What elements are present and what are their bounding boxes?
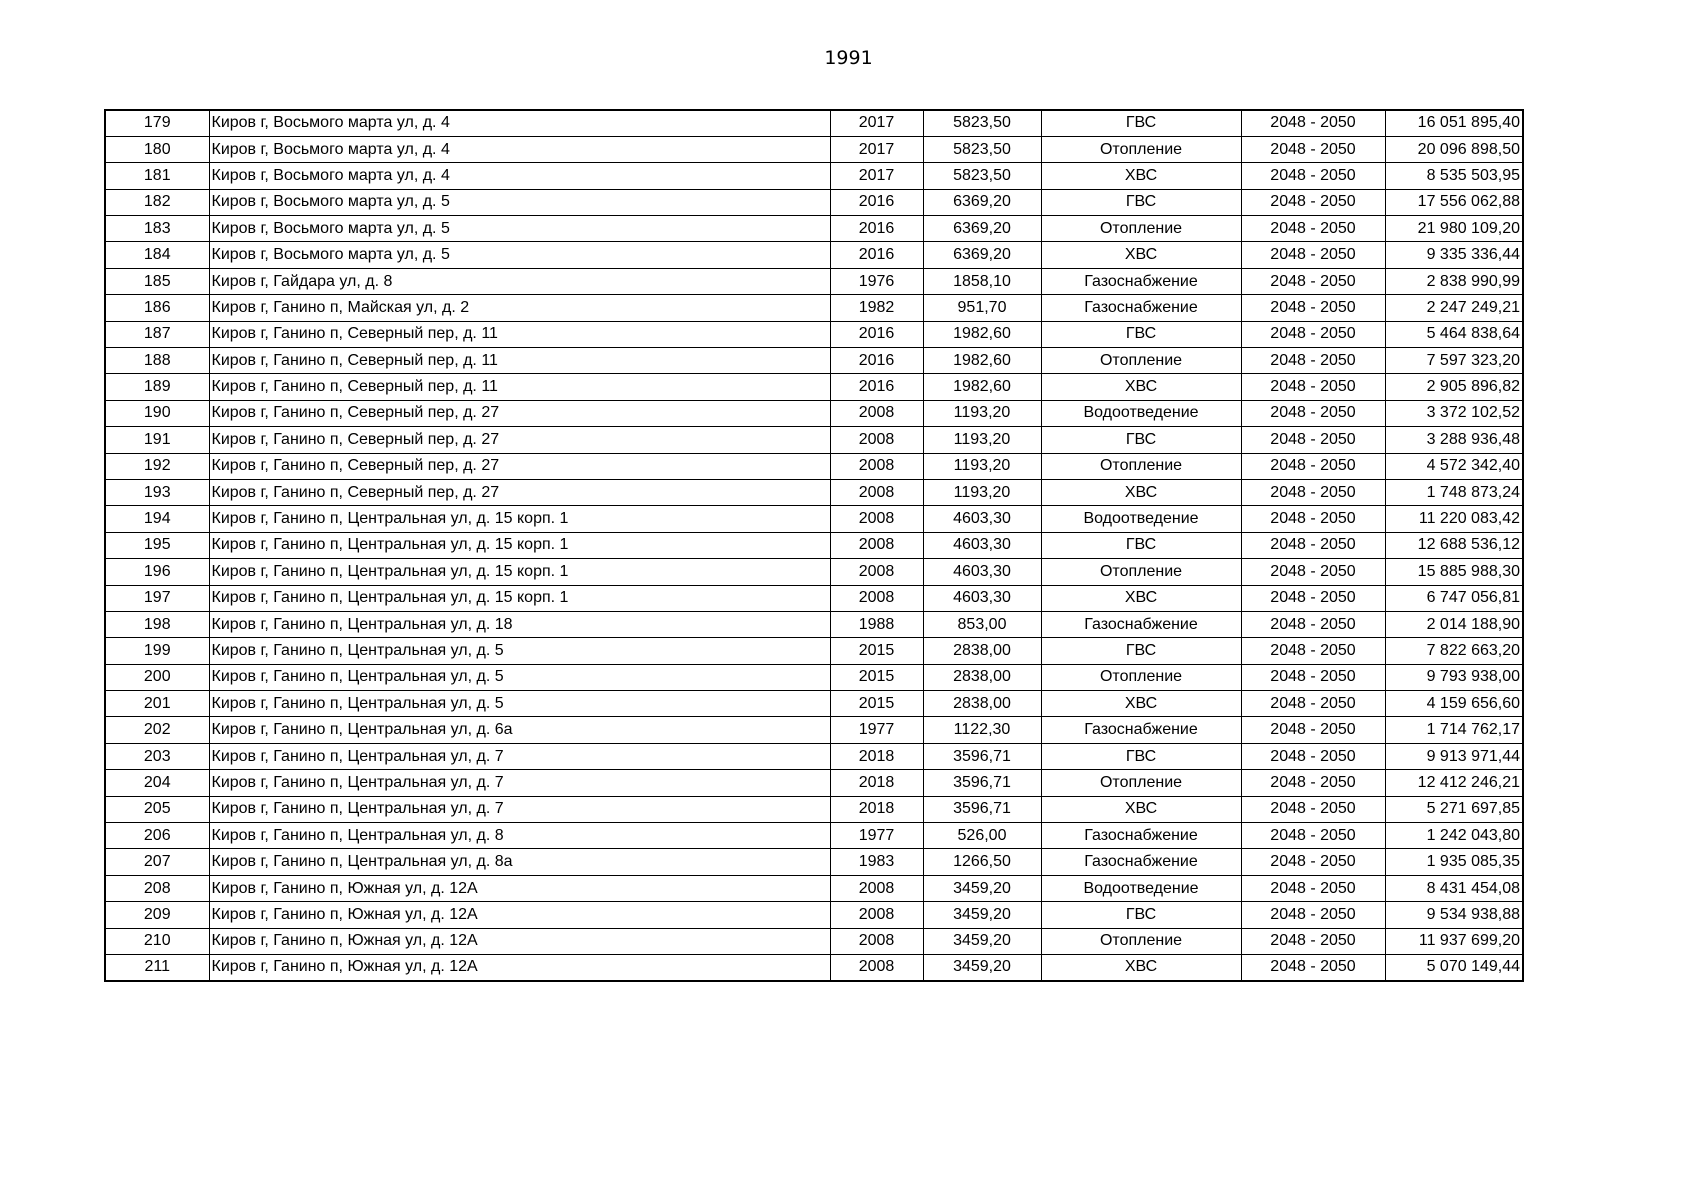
- table-row: [105, 110, 1523, 136]
- cost-cell: 1 748 873,24: [1385, 479, 1523, 505]
- area-cell: 2838,00: [923, 638, 1041, 664]
- row-number: 189: [105, 374, 209, 400]
- area-cell: 3459,20: [923, 902, 1041, 928]
- build-year-cell: 2008: [830, 928, 923, 954]
- service-type-cell: Водоотведение: [1041, 875, 1241, 901]
- cost-cell: 21 980 109,20: [1385, 216, 1523, 242]
- area-cell: 1982,60: [923, 321, 1041, 347]
- area-cell: 6369,20: [923, 189, 1041, 215]
- build-year-cell: 2018: [830, 743, 923, 769]
- cost-cell: 8 535 503,95: [1385, 163, 1523, 189]
- service-type-cell: ХВС: [1041, 374, 1241, 400]
- cost-cell: 9 534 938,88: [1385, 902, 1523, 928]
- service-type-cell: Отопление: [1041, 453, 1241, 479]
- cost-cell: 9 913 971,44: [1385, 743, 1523, 769]
- area-cell: 1193,20: [923, 453, 1041, 479]
- area-cell: 853,00: [923, 611, 1041, 637]
- address-cell: Киров г, Восьмого марта ул, д. 5: [209, 242, 830, 268]
- build-year-cell: 2017: [830, 110, 923, 136]
- repair-period-cell: 2048 - 2050: [1241, 479, 1385, 505]
- build-year-cell: 2008: [830, 532, 923, 558]
- area-cell: 3459,20: [923, 955, 1041, 981]
- build-year-cell: 2017: [830, 163, 923, 189]
- cost-cell: 1 242 043,80: [1385, 823, 1523, 849]
- area-cell: 3596,71: [923, 743, 1041, 769]
- row-number: 198: [105, 611, 209, 637]
- table-row: [105, 796, 1523, 822]
- service-type-cell: Газоснабжение: [1041, 611, 1241, 637]
- build-year-cell: 2015: [830, 691, 923, 717]
- row-number: 186: [105, 295, 209, 321]
- area-cell: 4603,30: [923, 585, 1041, 611]
- service-type-cell: ГВС: [1041, 532, 1241, 558]
- table-row: [105, 770, 1523, 796]
- repair-period-cell: 2048 - 2050: [1241, 875, 1385, 901]
- service-type-cell: ХВС: [1041, 585, 1241, 611]
- cost-cell: 2 838 990,99: [1385, 268, 1523, 294]
- address-cell: Киров г, Ганино п, Центральная ул, д. 5: [209, 664, 830, 690]
- row-number: 195: [105, 532, 209, 558]
- table-row: [105, 743, 1523, 769]
- service-type-cell: ГВС: [1041, 321, 1241, 347]
- table-body: [105, 110, 1523, 981]
- build-year-cell: 2016: [830, 242, 923, 268]
- address-cell: Киров г, Ганино п, Центральная ул, д. 8а: [209, 849, 830, 875]
- cost-cell: 4 572 342,40: [1385, 453, 1523, 479]
- build-year-cell: 2008: [830, 453, 923, 479]
- repair-period-cell: 2048 - 2050: [1241, 321, 1385, 347]
- table-row: [105, 955, 1523, 981]
- repair-period-cell: 2048 - 2050: [1241, 110, 1385, 136]
- table-row: [105, 585, 1523, 611]
- build-year-cell: 2008: [830, 585, 923, 611]
- address-cell: Киров г, Ганино п, Южная ул, д. 12А: [209, 902, 830, 928]
- repair-period-cell: 2048 - 2050: [1241, 427, 1385, 453]
- area-cell: 2838,00: [923, 664, 1041, 690]
- area-cell: 5823,50: [923, 110, 1041, 136]
- repair-period-cell: 2048 - 2050: [1241, 163, 1385, 189]
- table-row: [105, 295, 1523, 321]
- table-row: [105, 479, 1523, 505]
- build-year-cell: 2008: [830, 427, 923, 453]
- service-type-cell: ГВС: [1041, 189, 1241, 215]
- row-number: 204: [105, 770, 209, 796]
- service-type-cell: Отопление: [1041, 136, 1241, 162]
- build-year-cell: 2008: [830, 479, 923, 505]
- row-number: 180: [105, 136, 209, 162]
- service-type-cell: ХВС: [1041, 479, 1241, 505]
- area-cell: 951,70: [923, 295, 1041, 321]
- row-number: 192: [105, 453, 209, 479]
- table-row: [105, 559, 1523, 585]
- row-number: 187: [105, 321, 209, 347]
- table-row: [105, 611, 1523, 637]
- address-cell: Киров г, Ганино п, Центральная ул, д. 15 корп. 1: [209, 585, 830, 611]
- build-year-cell: 1977: [830, 823, 923, 849]
- repair-period-cell: 2048 - 2050: [1241, 136, 1385, 162]
- cost-cell: 2 247 249,21: [1385, 295, 1523, 321]
- build-year-cell: 2008: [830, 559, 923, 585]
- service-type-cell: Газоснабжение: [1041, 295, 1241, 321]
- row-number: 211: [105, 955, 209, 981]
- area-cell: 1858,10: [923, 268, 1041, 294]
- address-cell: Киров г, Ганино п, Центральная ул, д. 6а: [209, 717, 830, 743]
- repair-period-cell: 2048 - 2050: [1241, 189, 1385, 215]
- row-number: 205: [105, 796, 209, 822]
- repair-period-cell: 2048 - 2050: [1241, 770, 1385, 796]
- address-cell: Киров г, Восьмого марта ул, д. 4: [209, 136, 830, 162]
- area-cell: 4603,30: [923, 532, 1041, 558]
- service-type-cell: ГВС: [1041, 427, 1241, 453]
- build-year-cell: 2008: [830, 400, 923, 426]
- repair-period-cell: 2048 - 2050: [1241, 849, 1385, 875]
- build-year-cell: 1983: [830, 849, 923, 875]
- table-row: [105, 849, 1523, 875]
- cost-cell: 16 051 895,40: [1385, 110, 1523, 136]
- row-number: 183: [105, 216, 209, 242]
- build-year-cell: 2018: [830, 796, 923, 822]
- row-number: 191: [105, 427, 209, 453]
- repair-period-cell: 2048 - 2050: [1241, 216, 1385, 242]
- repair-period-cell: 2048 - 2050: [1241, 374, 1385, 400]
- cost-cell: 4 159 656,60: [1385, 691, 1523, 717]
- repair-period-cell: 2048 - 2050: [1241, 585, 1385, 611]
- service-type-cell: ГВС: [1041, 638, 1241, 664]
- address-cell: Киров г, Ганино п, Центральная ул, д. 15 корп. 1: [209, 506, 830, 532]
- row-number: 209: [105, 902, 209, 928]
- build-year-cell: 1977: [830, 717, 923, 743]
- repair-period-cell: 2048 - 2050: [1241, 242, 1385, 268]
- build-year-cell: 2016: [830, 374, 923, 400]
- cost-cell: 12 412 246,21: [1385, 770, 1523, 796]
- address-cell: Киров г, Ганино п, Центральная ул, д. 15 корп. 1: [209, 559, 830, 585]
- service-type-cell: Газоснабжение: [1041, 849, 1241, 875]
- repair-period-cell: 2048 - 2050: [1241, 268, 1385, 294]
- table-row: [105, 453, 1523, 479]
- cost-cell: 15 885 988,30: [1385, 559, 1523, 585]
- area-cell: 1193,20: [923, 400, 1041, 426]
- service-type-cell: Газоснабжение: [1041, 268, 1241, 294]
- table-row: [105, 321, 1523, 347]
- address-cell: Киров г, Ганино п, Южная ул, д. 12А: [209, 875, 830, 901]
- address-cell: Киров г, Ганино п, Северный пер, д. 27: [209, 479, 830, 505]
- service-type-cell: ГВС: [1041, 743, 1241, 769]
- build-year-cell: 2015: [830, 664, 923, 690]
- area-cell: 1122,30: [923, 717, 1041, 743]
- address-cell: Киров г, Восьмого марта ул, д. 4: [209, 110, 830, 136]
- cost-cell: 17 556 062,88: [1385, 189, 1523, 215]
- cost-cell: 7 597 323,20: [1385, 348, 1523, 374]
- cost-cell: 3 288 936,48: [1385, 427, 1523, 453]
- repair-period-cell: 2048 - 2050: [1241, 823, 1385, 849]
- build-year-cell: 2016: [830, 216, 923, 242]
- row-number: 179: [105, 110, 209, 136]
- cost-cell: 11 937 699,20: [1385, 928, 1523, 954]
- table-row: [105, 189, 1523, 215]
- area-cell: 5823,50: [923, 136, 1041, 162]
- repair-period-cell: 2048 - 2050: [1241, 532, 1385, 558]
- cost-cell: 5 271 697,85: [1385, 796, 1523, 822]
- build-year-cell: 2008: [830, 875, 923, 901]
- address-cell: Киров г, Ганино п, Северный пер, д. 27: [209, 427, 830, 453]
- table-row: [105, 532, 1523, 558]
- build-year-cell: 1976: [830, 268, 923, 294]
- service-type-cell: ХВС: [1041, 955, 1241, 981]
- cost-cell: 1 935 085,35: [1385, 849, 1523, 875]
- area-cell: 3459,20: [923, 875, 1041, 901]
- service-type-cell: Водоотведение: [1041, 506, 1241, 532]
- build-year-cell: 2008: [830, 902, 923, 928]
- service-type-cell: ХВС: [1041, 796, 1241, 822]
- table-row: [105, 717, 1523, 743]
- address-cell: Киров г, Ганино п, Северный пер, д. 11: [209, 321, 830, 347]
- address-cell: Киров г, Ганино п, Северный пер, д. 27: [209, 453, 830, 479]
- area-cell: 1193,20: [923, 427, 1041, 453]
- table-row: [105, 427, 1523, 453]
- row-number: 206: [105, 823, 209, 849]
- service-type-cell: Отопление: [1041, 928, 1241, 954]
- address-cell: Киров г, Восьмого марта ул, д. 4: [209, 163, 830, 189]
- area-cell: 4603,30: [923, 559, 1041, 585]
- build-year-cell: 2008: [830, 506, 923, 532]
- cost-cell: 11 220 083,42: [1385, 506, 1523, 532]
- service-type-cell: Отопление: [1041, 664, 1241, 690]
- area-cell: 1266,50: [923, 849, 1041, 875]
- area-cell: 5823,50: [923, 163, 1041, 189]
- build-year-cell: 1982: [830, 295, 923, 321]
- address-cell: Киров г, Ганино п, Центральная ул, д. 7: [209, 796, 830, 822]
- address-cell: Киров г, Ганино п, Северный пер, д. 11: [209, 374, 830, 400]
- build-year-cell: 2018: [830, 770, 923, 796]
- repair-period-cell: 2048 - 2050: [1241, 664, 1385, 690]
- address-cell: Киров г, Ганино п, Северный пер, д. 11: [209, 348, 830, 374]
- table-row: [105, 506, 1523, 532]
- area-cell: 3596,71: [923, 796, 1041, 822]
- row-number: 181: [105, 163, 209, 189]
- build-year-cell: 2008: [830, 955, 923, 981]
- service-type-cell: Отопление: [1041, 559, 1241, 585]
- cost-cell: 5 070 149,44: [1385, 955, 1523, 981]
- cost-cell: 1 714 762,17: [1385, 717, 1523, 743]
- address-cell: Киров г, Ганино п, Центральная ул, д. 5: [209, 638, 830, 664]
- cost-cell: 5 464 838,64: [1385, 321, 1523, 347]
- area-cell: 6369,20: [923, 216, 1041, 242]
- address-cell: Киров г, Ганино п, Центральная ул, д. 15 корп. 1: [209, 532, 830, 558]
- address-cell: Киров г, Ганино п, Центральная ул, д. 7: [209, 770, 830, 796]
- table-row: [105, 163, 1523, 189]
- repair-period-cell: 2048 - 2050: [1241, 743, 1385, 769]
- table-row: [105, 400, 1523, 426]
- address-cell: Киров г, Ганино п, Майская ул, д. 2: [209, 295, 830, 321]
- address-cell: Киров г, Восьмого марта ул, д. 5: [209, 189, 830, 215]
- table-row: [105, 216, 1523, 242]
- table-row: [105, 928, 1523, 954]
- table-row: [105, 902, 1523, 928]
- row-number: 196: [105, 559, 209, 585]
- table-row: [105, 348, 1523, 374]
- table-row: [105, 875, 1523, 901]
- build-year-cell: 2015: [830, 638, 923, 664]
- row-number: 202: [105, 717, 209, 743]
- address-cell: Киров г, Ганино п, Центральная ул, д. 8: [209, 823, 830, 849]
- service-type-cell: ХВС: [1041, 242, 1241, 268]
- repair-period-cell: 2048 - 2050: [1241, 691, 1385, 717]
- service-type-cell: ХВС: [1041, 691, 1241, 717]
- build-year-cell: 1988: [830, 611, 923, 637]
- row-number: 200: [105, 664, 209, 690]
- row-number: 190: [105, 400, 209, 426]
- repair-period-cell: 2048 - 2050: [1241, 902, 1385, 928]
- service-type-cell: Отопление: [1041, 348, 1241, 374]
- address-cell: Киров г, Гайдара ул, д. 8: [209, 268, 830, 294]
- build-year-cell: 2017: [830, 136, 923, 162]
- cost-cell: 20 096 898,50: [1385, 136, 1523, 162]
- service-type-cell: Газоснабжение: [1041, 717, 1241, 743]
- row-number: 210: [105, 928, 209, 954]
- table-row: [105, 136, 1523, 162]
- row-number: 207: [105, 849, 209, 875]
- service-type-cell: Газоснабжение: [1041, 823, 1241, 849]
- area-cell: 526,00: [923, 823, 1041, 849]
- row-number: 188: [105, 348, 209, 374]
- area-cell: 3459,20: [923, 928, 1041, 954]
- repair-period-cell: 2048 - 2050: [1241, 559, 1385, 585]
- row-number: 199: [105, 638, 209, 664]
- build-year-cell: 2016: [830, 189, 923, 215]
- area-cell: 6369,20: [923, 242, 1041, 268]
- repair-period-cell: 2048 - 2050: [1241, 400, 1385, 426]
- cost-cell: 2 014 188,90: [1385, 611, 1523, 637]
- repair-period-cell: 2048 - 2050: [1241, 506, 1385, 532]
- table-row: [105, 823, 1523, 849]
- cost-cell: 6 747 056,81: [1385, 585, 1523, 611]
- cost-cell: 9 335 336,44: [1385, 242, 1523, 268]
- cost-cell: 7 822 663,20: [1385, 638, 1523, 664]
- service-type-cell: Отопление: [1041, 770, 1241, 796]
- address-cell: Киров г, Ганино п, Северный пер, д. 27: [209, 400, 830, 426]
- cost-cell: 9 793 938,00: [1385, 664, 1523, 690]
- table-row: [105, 664, 1523, 690]
- repair-period-cell: 2048 - 2050: [1241, 295, 1385, 321]
- repair-period-cell: 2048 - 2050: [1241, 955, 1385, 981]
- table-row: [105, 691, 1523, 717]
- row-number: 197: [105, 585, 209, 611]
- table-row: [105, 242, 1523, 268]
- service-type-cell: ГВС: [1041, 902, 1241, 928]
- area-cell: 1982,60: [923, 374, 1041, 400]
- service-type-cell: Отопление: [1041, 216, 1241, 242]
- row-number: 194: [105, 506, 209, 532]
- repair-schedule-table: [104, 109, 1524, 982]
- area-cell: 3596,71: [923, 770, 1041, 796]
- cost-cell: 2 905 896,82: [1385, 374, 1523, 400]
- repair-period-cell: 2048 - 2050: [1241, 638, 1385, 664]
- row-number: 193: [105, 479, 209, 505]
- area-cell: 1982,60: [923, 348, 1041, 374]
- row-number: 182: [105, 189, 209, 215]
- address-cell: Киров г, Восьмого марта ул, д. 5: [209, 216, 830, 242]
- address-cell: Киров г, Ганино п, Центральная ул, д. 5: [209, 691, 830, 717]
- service-type-cell: ХВС: [1041, 163, 1241, 189]
- row-number: 208: [105, 875, 209, 901]
- address-cell: Киров г, Ганино п, Южная ул, д. 12А: [209, 955, 830, 981]
- repair-period-cell: 2048 - 2050: [1241, 796, 1385, 822]
- repair-period-cell: 2048 - 2050: [1241, 611, 1385, 637]
- row-number: 185: [105, 268, 209, 294]
- row-number: 201: [105, 691, 209, 717]
- service-type-cell: ГВС: [1041, 110, 1241, 136]
- cost-cell: 12 688 536,12: [1385, 532, 1523, 558]
- build-year-cell: 2016: [830, 321, 923, 347]
- page-number: 1991: [824, 47, 873, 69]
- area-cell: 4603,30: [923, 506, 1041, 532]
- table-row: [105, 638, 1523, 664]
- address-cell: Киров г, Ганино п, Южная ул, д. 12А: [209, 928, 830, 954]
- address-cell: Киров г, Ганино п, Центральная ул, д. 7: [209, 743, 830, 769]
- row-number: 184: [105, 242, 209, 268]
- repair-period-cell: 2048 - 2050: [1241, 928, 1385, 954]
- repair-period-cell: 2048 - 2050: [1241, 453, 1385, 479]
- repair-period-cell: 2048 - 2050: [1241, 348, 1385, 374]
- area-cell: 2838,00: [923, 691, 1041, 717]
- repair-period-cell: 2048 - 2050: [1241, 717, 1385, 743]
- table-row: [105, 374, 1523, 400]
- service-type-cell: Водоотведение: [1041, 400, 1241, 426]
- table-row: [105, 268, 1523, 294]
- row-number: 203: [105, 743, 209, 769]
- address-cell: Киров г, Ганино п, Центральная ул, д. 18: [209, 611, 830, 637]
- cost-cell: 3 372 102,52: [1385, 400, 1523, 426]
- cost-cell: 8 431 454,08: [1385, 875, 1523, 901]
- area-cell: 1193,20: [923, 479, 1041, 505]
- build-year-cell: 2016: [830, 348, 923, 374]
